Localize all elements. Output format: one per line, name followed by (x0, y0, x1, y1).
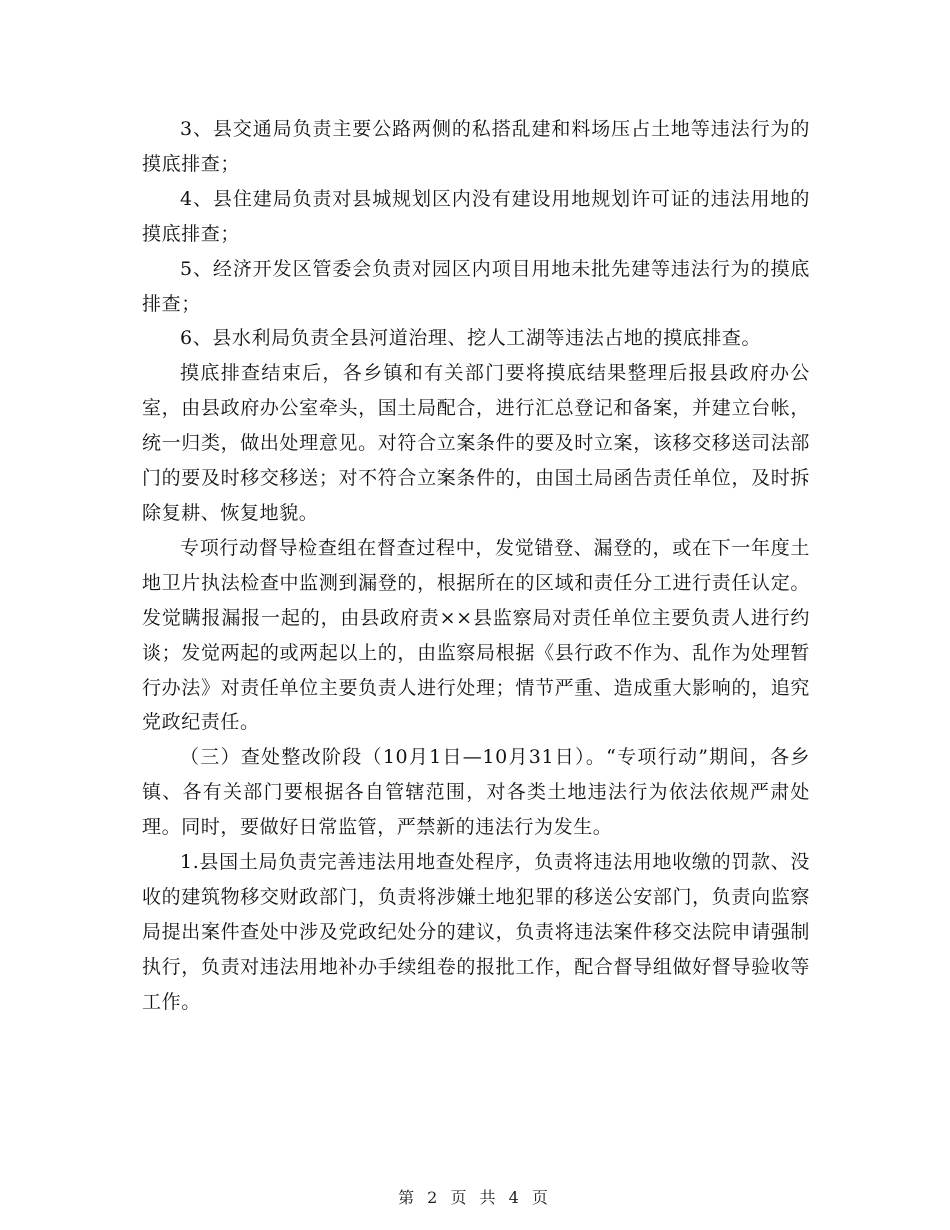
paragraph-supervision: 专项行动督导检查组在督查过程中，发觉错登、漏登的，或在下一年度土地卫片执法检查中监测到漏登的，根据所在的区域和责任分工进行责任认定。发觉瞒报漏报一起的，由县政府责××县监察局对责任单位主要负责人进行约谈；发觉两起的或两起以上的，由监察局根据《县行政不作为、乱作为处理暂行办法》对责任单位主要负责人进行处理；情节严重、造成重大影响的，追究党政纪责任。 (142, 536, 810, 734)
page-number-footer: 第 2 页 共 4 页 (398, 1188, 552, 1207)
paragraph-item-4: 4、县住建局负责对县城规划区内没有建设用地规划许可证的违法用地的摸底排查； (142, 187, 810, 245)
paragraph-item-5: 5、经济开发区管委会负责对园区内项目用地未批先建等违法行为的摸底排查； (142, 257, 810, 315)
document-body (142, 112, 810, 1020)
paragraph-stage-three: （三）查处整改阶段（10月1日—10月31日）。“专项行动”期间，各乡镇、各有关部门要根据各自管辖范围，对各类土地违法行为依法依规严肃处理。同时，要做好日常监管，严禁新的违法行为发生。 (142, 746, 810, 839)
paragraph-item-3: 3、县交通局负责主要公路两侧的私搭乱建和料场压占土地等违法行为的摸底排查； (142, 118, 810, 175)
paragraph-land-bureau: 1.县国土局负责完善违法用地查处程序，负责将违法用地收缴的罚款、没收的建筑物移交财政部门，负责将涉嫌土地犯罪的移送公安部门，负责向监察局提出案件查处中涉及党政纪处分的建议，负责将违法案件移交法院申请强制执行，负责对违法用地补办手续组卷的报批工作，配合督导组做好督导验收等工作。 (142, 851, 810, 1013)
paragraph-item-6: 6、县水利局负责全县河道治理、挖人工湖等违法占地的摸底排查。 (180, 327, 762, 350)
paragraph-registration: 摸底排查结束后，各乡镇和有关部门要将摸底结果整理后报县政府办公室，由县政府办公室牵头，国土局配合，进行汇总登记和备案，并建立台帐，统一归类，做出处理意见。对符合立案条件的要及时立案，该移交移送司法部门的要及时移交移送；对不符合立案条件的，由国土局函告责任单位，及时拆除复耕、恢复地貌。 (142, 362, 810, 524)
